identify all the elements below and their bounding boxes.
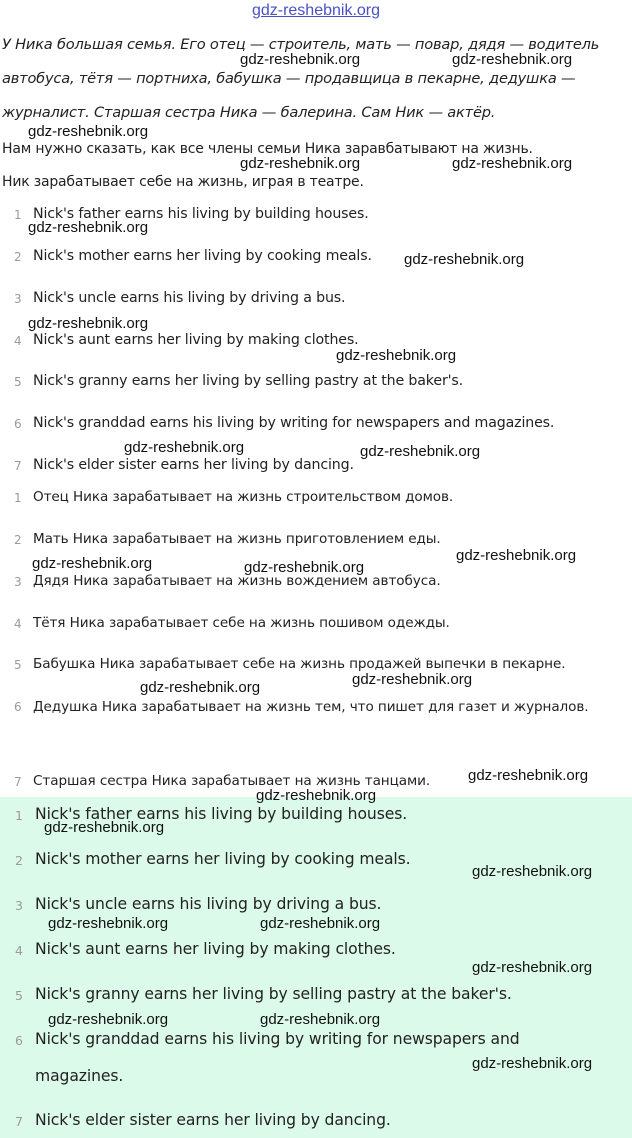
item-number: 2: [14, 533, 22, 547]
item-text: Nick's mother earns her living by cooking meals.: [33, 248, 372, 264]
item-text: Nick's elder sister earns her living by dancing.: [33, 457, 354, 473]
watermark: gdz-reshebnik.org: [404, 251, 525, 268]
item-text: Nick's aunt earns her living by making clothes.: [33, 332, 359, 348]
watermark: gdz-reshebnik.org: [336, 347, 457, 364]
site-header-link[interactable]: gdz-reshebnik.org: [251, 2, 381, 19]
watermark: gdz-reshebnik.org: [244, 559, 365, 576]
watermark: gdz-reshebnik.org: [472, 959, 593, 976]
item-text: Дедушка Ника зарабатывает на жизнь тем, что пишет для газет и журналов.: [33, 699, 589, 715]
item-number: 6: [14, 700, 22, 714]
watermark: gdz-reshebnik.org: [256, 787, 377, 804]
watermark: gdz-reshebnik.org: [44, 819, 165, 836]
item-number: 1: [14, 491, 22, 505]
watermark: gdz-reshebnik.org: [48, 1011, 169, 1028]
item-text: Тётя Ника зарабатывает себе на жизнь пошивом одежды.: [33, 615, 450, 631]
watermark: gdz-reshebnik.org: [472, 863, 593, 880]
watermark: gdz-reshebnik.org: [32, 555, 153, 572]
item-text: Nick's granddad earns his living by writing for newspapers and magazines.: [35, 1030, 520, 1085]
item-number: 7: [15, 1114, 23, 1129]
item-number: 7: [14, 775, 22, 789]
watermark: gdz-reshebnik.org: [124, 439, 245, 456]
item-text: Nick's father earns his living by building houses.: [33, 206, 369, 222]
watermark: gdz-reshebnik.org: [472, 1055, 593, 1072]
item-text: Nick's mother earns her living by cooking meals.: [35, 850, 411, 868]
item-number: 6: [14, 417, 22, 431]
task-text: Ник зарабатывает себе на жизнь, играя в театре.: [2, 174, 364, 190]
watermark: gdz-reshebnik.org: [240, 51, 361, 68]
watermark: gdz-reshebnik.org: [28, 315, 149, 332]
intro-paragraph: У Ника большая семья. Его отец — строитель, мать — повар, дядя — водитель автобуса, тётя — портниха, бабушка — продавщица в пекарне, дедушка — журналист. Старшая сестра Ника — балерина. Сам Ник — актёр.: [2, 36, 600, 121]
item-number: 1: [14, 208, 22, 222]
item-number: 4: [14, 334, 22, 348]
item-number: 3: [15, 898, 23, 913]
watermark: gdz-reshebnik.org: [468, 767, 589, 784]
watermark: gdz-reshebnik.org: [260, 915, 381, 932]
item-number: 5: [14, 375, 22, 389]
item-text: Nick's aunt earns her living by making clothes.: [35, 940, 396, 958]
item-text: Дядя Ника зарабатывает на жизнь вождением автобуса.: [33, 573, 441, 589]
watermark: gdz-reshebnik.org: [452, 51, 573, 68]
item-text: Nick's granny earns her living by selling pastry at the baker's.: [33, 373, 463, 389]
watermark: gdz-reshebnik.org: [352, 671, 473, 688]
item-text: Бабушка Ника зарабатывает себе на жизнь продажей выпечки в пекарне.: [33, 656, 566, 672]
item-number: 1: [15, 808, 23, 823]
item-number: 4: [15, 943, 23, 958]
item-number: 2: [14, 250, 22, 264]
watermark: gdz-reshebnik.org: [140, 679, 261, 696]
item-text: Nick's uncle earns his living by driving a bus.: [35, 895, 382, 913]
watermark: gdz-reshebnik.org: [452, 155, 573, 172]
watermark: gdz-reshebnik.org: [240, 155, 361, 172]
item-number: 5: [15, 988, 23, 1003]
item-number: 4: [14, 617, 22, 631]
item-number: 7: [14, 459, 22, 473]
item-number: 2: [15, 853, 23, 868]
watermark: gdz-reshebnik.org: [28, 219, 149, 236]
watermark: gdz-reshebnik.org: [48, 915, 169, 932]
item-text: Nick's elder sister earns her living by dancing.: [35, 1111, 391, 1129]
watermark: gdz-reshebnik.org: [456, 547, 577, 564]
item-text: Мать Ника зарабатывает на жизнь приготовлением еды.: [33, 531, 441, 547]
item-text: Nick's uncle earns his living by driving a bus.: [33, 290, 346, 306]
item-text: Nick's father earns his living by building houses.: [35, 805, 408, 823]
item-number: 3: [14, 575, 22, 589]
watermark: gdz-reshebnik.org: [28, 123, 149, 140]
item-text: Отец Ника зарабатывает на жизнь строительством домов.: [33, 489, 454, 505]
item-number: 3: [14, 292, 22, 306]
item-number: 6: [15, 1033, 23, 1048]
watermark: gdz-reshebnik.org: [260, 1011, 381, 1028]
item-text: Nick's granddad earns his living by writing for newspapers and magazines.: [33, 415, 555, 431]
item-number: 5: [14, 658, 22, 672]
item-text: Старшая сестра Ника зарабатывает на жизнь танцами.: [33, 773, 431, 789]
item-text: Nick's granny earns her living by selling pastry at the baker's.: [35, 985, 512, 1003]
watermark: gdz-reshebnik.org: [360, 443, 481, 460]
task-text: Нам нужно сказать, как все члены семьи Ника заравбатывают на жизнь.: [2, 141, 533, 157]
